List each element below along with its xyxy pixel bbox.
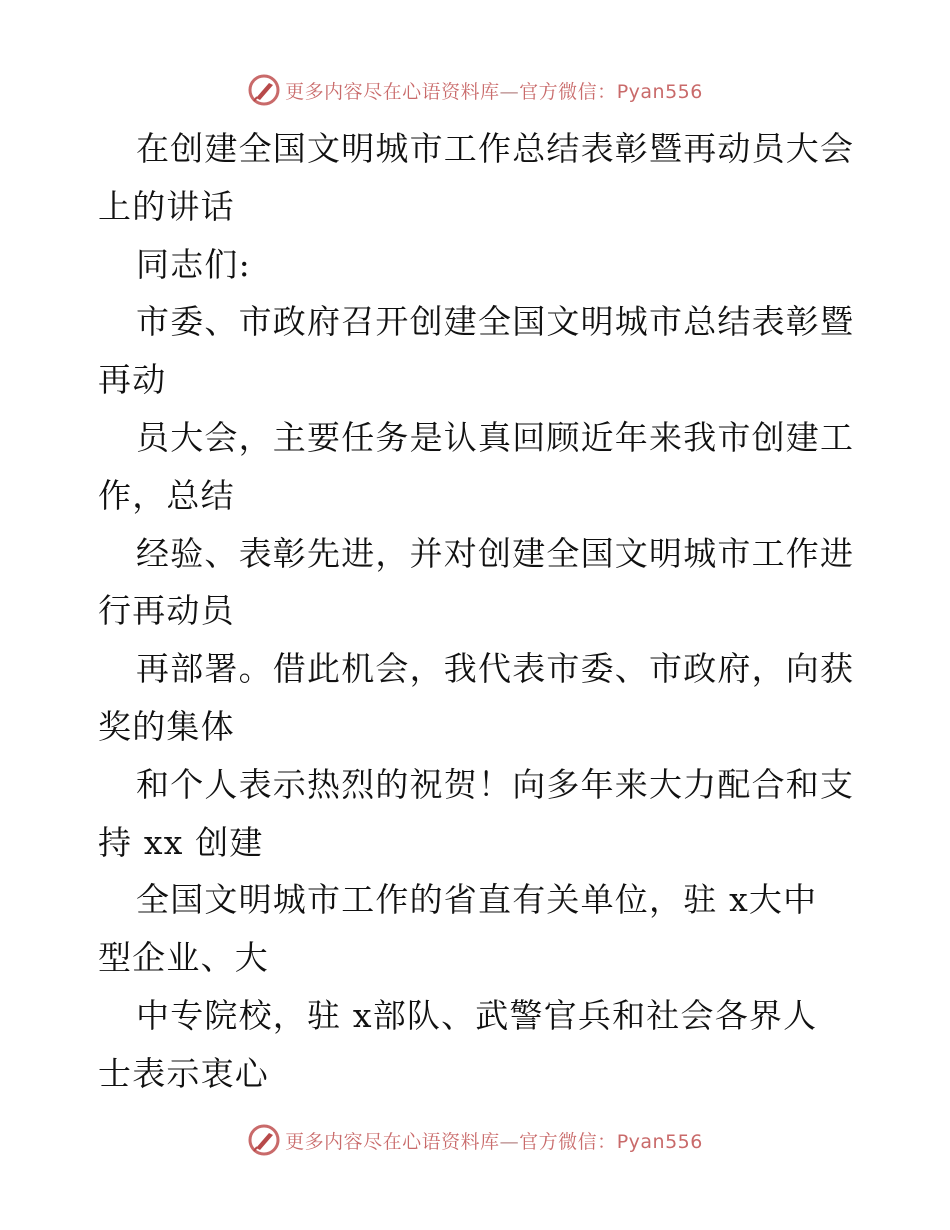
document-line: 全国文明城市工作的省直有关单位，驻 x大中 — [136, 880, 818, 920]
document-line: 行再动员 — [98, 591, 235, 631]
header-watermark — [0, 70, 950, 110]
document-line: 再动 — [98, 360, 167, 400]
document-body — [98, 120, 868, 1103]
document-line: 上的讲话 — [98, 186, 235, 226]
watermark-handle: Pyan556 — [616, 1130, 703, 1153]
watermark-handle: Pyan556 — [616, 80, 703, 103]
footer-watermark — [0, 1120, 950, 1160]
document-line: 和个人表示热烈的祝贺！向多年来大力配合和支 — [136, 764, 855, 804]
document-line: 经验、表彰先进，并对创建全国文明城市工作进 — [136, 533, 855, 573]
watermark-main-text: 更多内容尽在心语资料库 — [285, 1130, 500, 1153]
document-line: 在创建全国文明城市工作总结表彰暨再动员大会 — [136, 129, 855, 168]
document-line: 奖的集体 — [98, 706, 235, 746]
watermark-tail-text: 官方微信： — [519, 1130, 617, 1153]
document-line: 员大会，主要任务是认真回顾近年来我市创建工 — [136, 417, 855, 457]
document-line: 型企业、大 — [98, 938, 269, 978]
document-line: 持 xx 创建 — [98, 822, 264, 862]
document-line: 再部署。借此机会，我代表市委、市政府，向获 — [136, 649, 855, 689]
quill-seal-logo-icon — [247, 1123, 281, 1157]
watermark-tail-text: 官方微信： — [519, 80, 617, 103]
quill-seal-logo-icon — [247, 73, 281, 107]
watermark-separator: — — [499, 80, 520, 103]
document-line: 作，总结 — [98, 475, 235, 515]
document-line: 士表示衷心 — [98, 1053, 269, 1093]
watermark-main-text: 更多内容尽在心语资料库 — [285, 80, 500, 103]
watermark-separator: — — [499, 1130, 520, 1153]
document-line: 同志们: — [136, 244, 251, 284]
document-line: 中专院校，驻 x部队、武警官兵和社会各界人 — [136, 995, 818, 1035]
document-line: 市委、市政府召开创建全国文明城市总结表彰暨 — [136, 302, 855, 342]
